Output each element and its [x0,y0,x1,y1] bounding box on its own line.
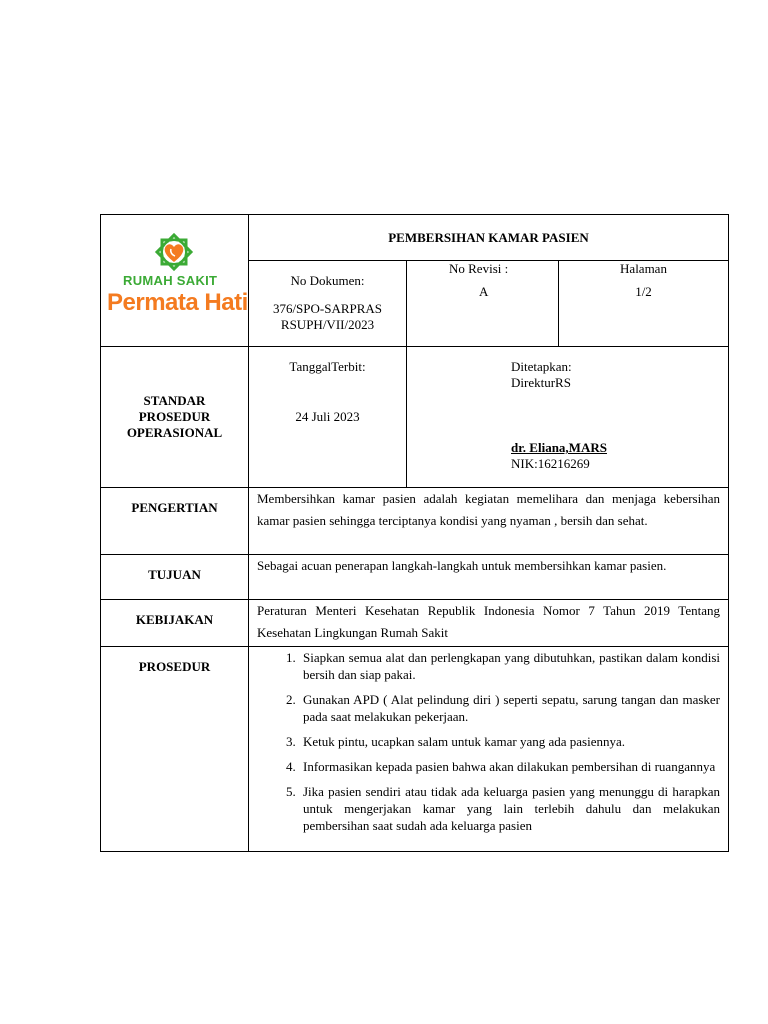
sop-title-line2: PROSEDUR [138,409,211,424]
halaman-value: 1/2 [635,284,652,300]
sop-document [100,214,728,852]
pengertian-text: Membersihkan kamar pasien adalah kegiatan memelihara dan menjaga kebersihan kamar pasien sehingga terciptanya kondisi yang nyaman , bersih dan sehat. [249,488,729,555]
pengertian-label-cell [101,488,249,555]
signer-nik: NIK:16216269 [511,456,590,471]
prosedur-label-cell [101,647,249,852]
prosedur-label: PROSEDUR [138,659,211,674]
no-dokumen-value-1: 376/SPO-SARPRAS [272,301,383,317]
prosedur-step: 4. Informasikan kepada pasien bahwa akan dilakukan pembersihan di ruangannya [299,758,720,775]
prosedur-content [249,647,729,852]
ditetapkan-label: Ditetapkan: [511,359,572,374]
kebijakan-label-cell [101,600,249,647]
prosedur-step: 5. Jika pasien sendiri atau tidak ada keluarga pasien yang menunggu di harapkan untuk mengerjakan kamar yang lain terlebih dahulu dan melakukan pembersihan saat sudah ada keluarga pasien [299,783,720,834]
hospital-logo [107,229,248,333]
heart-star-icon [153,231,195,273]
tanggal-terbit-label: TanggalTerbit: [289,359,366,374]
header-table [100,214,729,347]
tanggal-terbit-value: 24 Juli 2023 [295,409,360,424]
sop-title-line1: STANDAR [143,393,206,408]
logo-line1: RUMAH SAKIT [123,273,218,288]
no-revisi-cell [407,261,559,347]
tanggal-terbit-cell [249,347,407,488]
kebijakan-label: KEBIJAKAN [135,612,214,627]
sop-title-cell [101,347,249,488]
no-revisi-label: No Revisi : [449,261,509,277]
halaman-label: Halaman [620,261,667,277]
signer-name: dr. Eliana,MARS [511,440,607,455]
kebijakan-text: Peraturan Menteri Kesehatan Republik Indonesia Nomor 7 Tahun 2019 Tentang Kesehatan Lingkungan Rumah Sakit [249,600,729,647]
no-dokumen-cell [249,261,407,347]
ditetapkan-cell [407,347,729,488]
no-dokumen-value-2: RSUPH/VII/2023 [280,317,375,333]
pengertian-label: PENGERTIAN [131,500,218,515]
halaman-cell [559,261,729,347]
logo-cell [101,215,249,347]
tujuan-text: Sebagai acuan penerapan langkah-langkah untuk membersihkan kamar pasien. [249,555,729,600]
prosedur-list [249,649,720,834]
no-revisi-value: A [479,284,489,300]
ditetapkan-role: DirekturRS [511,375,571,390]
no-dokumen-label: No Dokumen: [290,273,365,289]
prosedur-step: 3. Ketuk pintu, ucapkan salam untuk kamar yang ada pasiennya. [299,733,720,750]
tujuan-label: TUJUAN [148,567,201,582]
sop-title-line3: OPERASIONAL [126,425,223,440]
logo-line2: Permata Hati [107,289,248,316]
prosedur-step: 2. Gunakan APD ( Alat pelindung diri ) seperti sepatu, sarung tangan dan masker pada saat melakukan pekerjaan. [299,691,720,725]
body-table [100,346,729,852]
prosedur-step: 1. Siapkan semua alat dan perlengkapan yang dibutuhkan, pastikan dalam kondisi bersih dan siap pakai. [299,649,720,683]
tujuan-label-cell [101,555,249,600]
document-title: PEMBERSIHAN KAMAR PASIEN [249,215,729,261]
